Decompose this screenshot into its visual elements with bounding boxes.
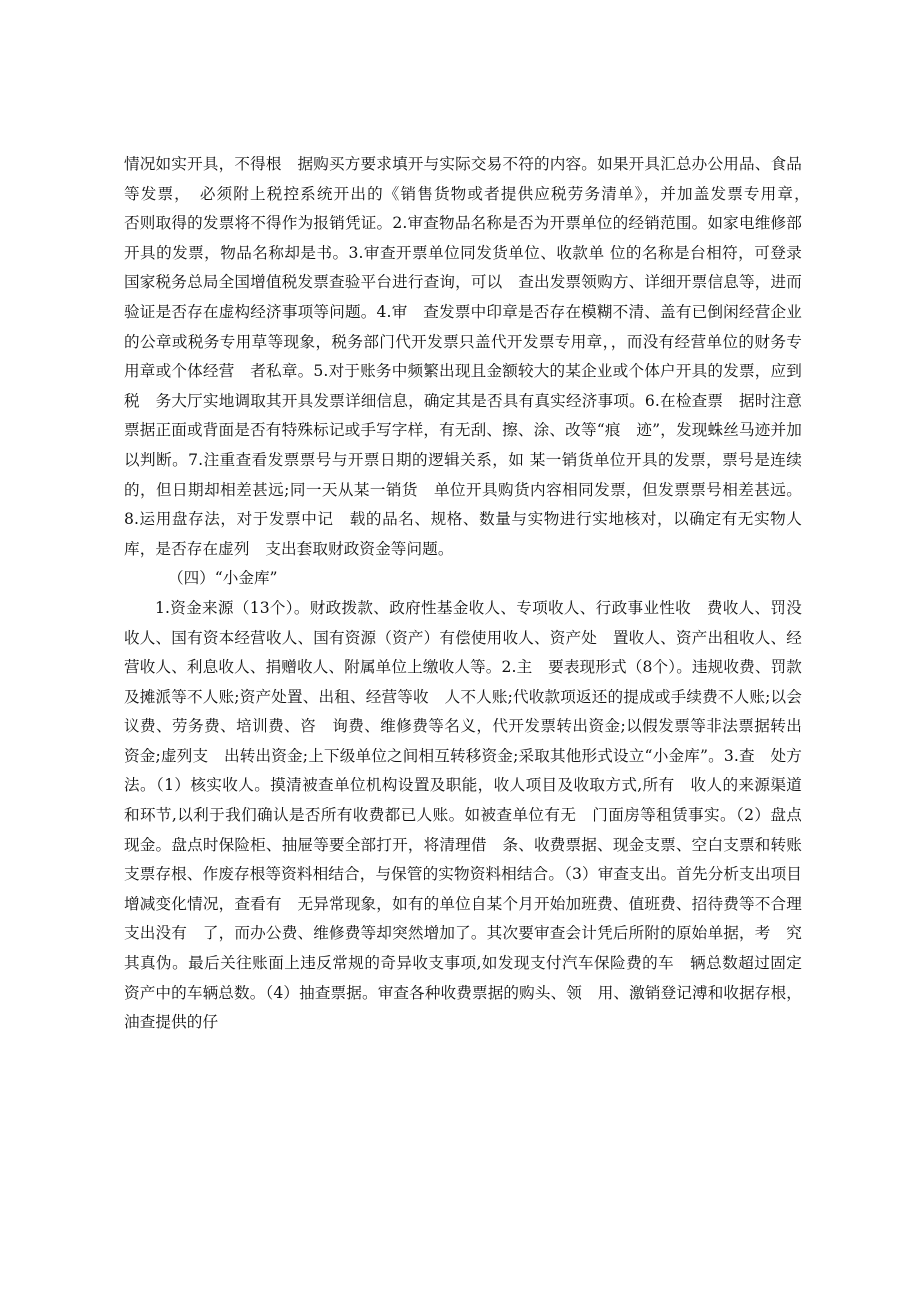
section-heading-small-treasury: （四）“小金库” <box>168 569 278 588</box>
document-body <box>124 150 834 1038</box>
paragraph-invoice-review: 情况如实开具，不得根 据购买方要求填开与实际交易不符的内容。如果开具汇总办公用品、食品等发票， 必须附上税控系统开出的《销售货物或者提供应税劳务清单》，并加盖发票专用章， 否则取得的发票将不得作为报销凭证。2.审查物品名称是否为开票单位的经销范围。如家电维修部开具的发票，物品名称却是书。3.审查开票单位同发货单位、收款单 位的名称是台相符，可登录国家税务总局全国增值税发票查验平台进行查询，可以 查出发票领购方、详细开票信息等，进而验证是否存在虚构经济事项等问题。4.审 查发票中印章是否存在模糊不清、盖有已倒闲经营企业的公章或税务专用草等现象，税务部门代开发票只盖代开发票专用章，，而没有经营单位的财务专用章或个体经营 者私章。5.对于账务中频繁出现且金额较大的某企业或个体户开具的发票，应到税 务大厅实地调取其开具发票详细信息，确定其是否具有真实经济事项。6.在检查票 据时注意票据正面或背面是否有特殊标记或手写字样，有无刮、擦、涂、改等“痕 迹”，发现蛛丝马迹并加以判断。7.注重查看发票票号与开票日期的逻辑关系，如 某一销货单位开具的发票，票号是连续的，但日期却相差甚远;同一天从某一销货 单位开具购货内容相同发票，但发票票号相差甚远。8.运用盘存法，对于发票中记 载的品名、规格、数量与实物进行实地核对，以确定有无实物人库，是否存在虚列 支出套取财政资金等问题。 <box>124 155 834 558</box>
paragraph-small-treasury: 1.资金来源（13个）。财政拨款、政府性基金收人、专项收人、行政事业性收 费收人、罚没收人、国有资本经营收人、国有资源（资产）有偿使用收人、资产处 置收人、资产出租收人、经营收人、利息收人、捐赠收人、附属单位上缴收人等。2.主 要表现形式（8个）。违规收费、罚款及摊派等不人账;资产处置、出租、经营等收 人不人账;代收款项返还的提成或手续费不人账;以会议费、劳务费、培训费、咨 询费、维修费等名义，代开发票转出资金;以假发票等非法票据转出资金;虚列支 出转出资金;上下级单位之间相互转移资金;采取其他形式设立“小金库”。3.查 处方法。（1）核实收人。摸清被查单位机构设置及职能，收人项目及收取方式,所有 收人的来源渠道和环节,以利于我们确认是否所有收费都已人账。如被查单位有无 门面房等租赁事实。（2）盘点现金。盘点时保险柜、抽屉等要全部打开，将清理借 条、收费票据、现金支票、空白支票和转账支票存根、作废存根等资料相结合，与保管的实物资料相结合。（3）审查支出。首先分析支出项目增减变化情况，查看有 无异常现象，如有的单位自某个月开始加班费、值班费、招待费等不合理支出没有 了，而办公费、维修费等却突然增加了。其次要审查会计凭后所附的原始单据，考 究其真伪。最后关往账面上违反常规的奇异收支事项,如发现支付汽车保险费的车 辆总数超过固定资产中的车辆总数。（4）抽查票据。审查各种收费票据的购头、领 用、激销登记溥和收据存根，油查提供的仔 <box>124 598 802 1032</box>
